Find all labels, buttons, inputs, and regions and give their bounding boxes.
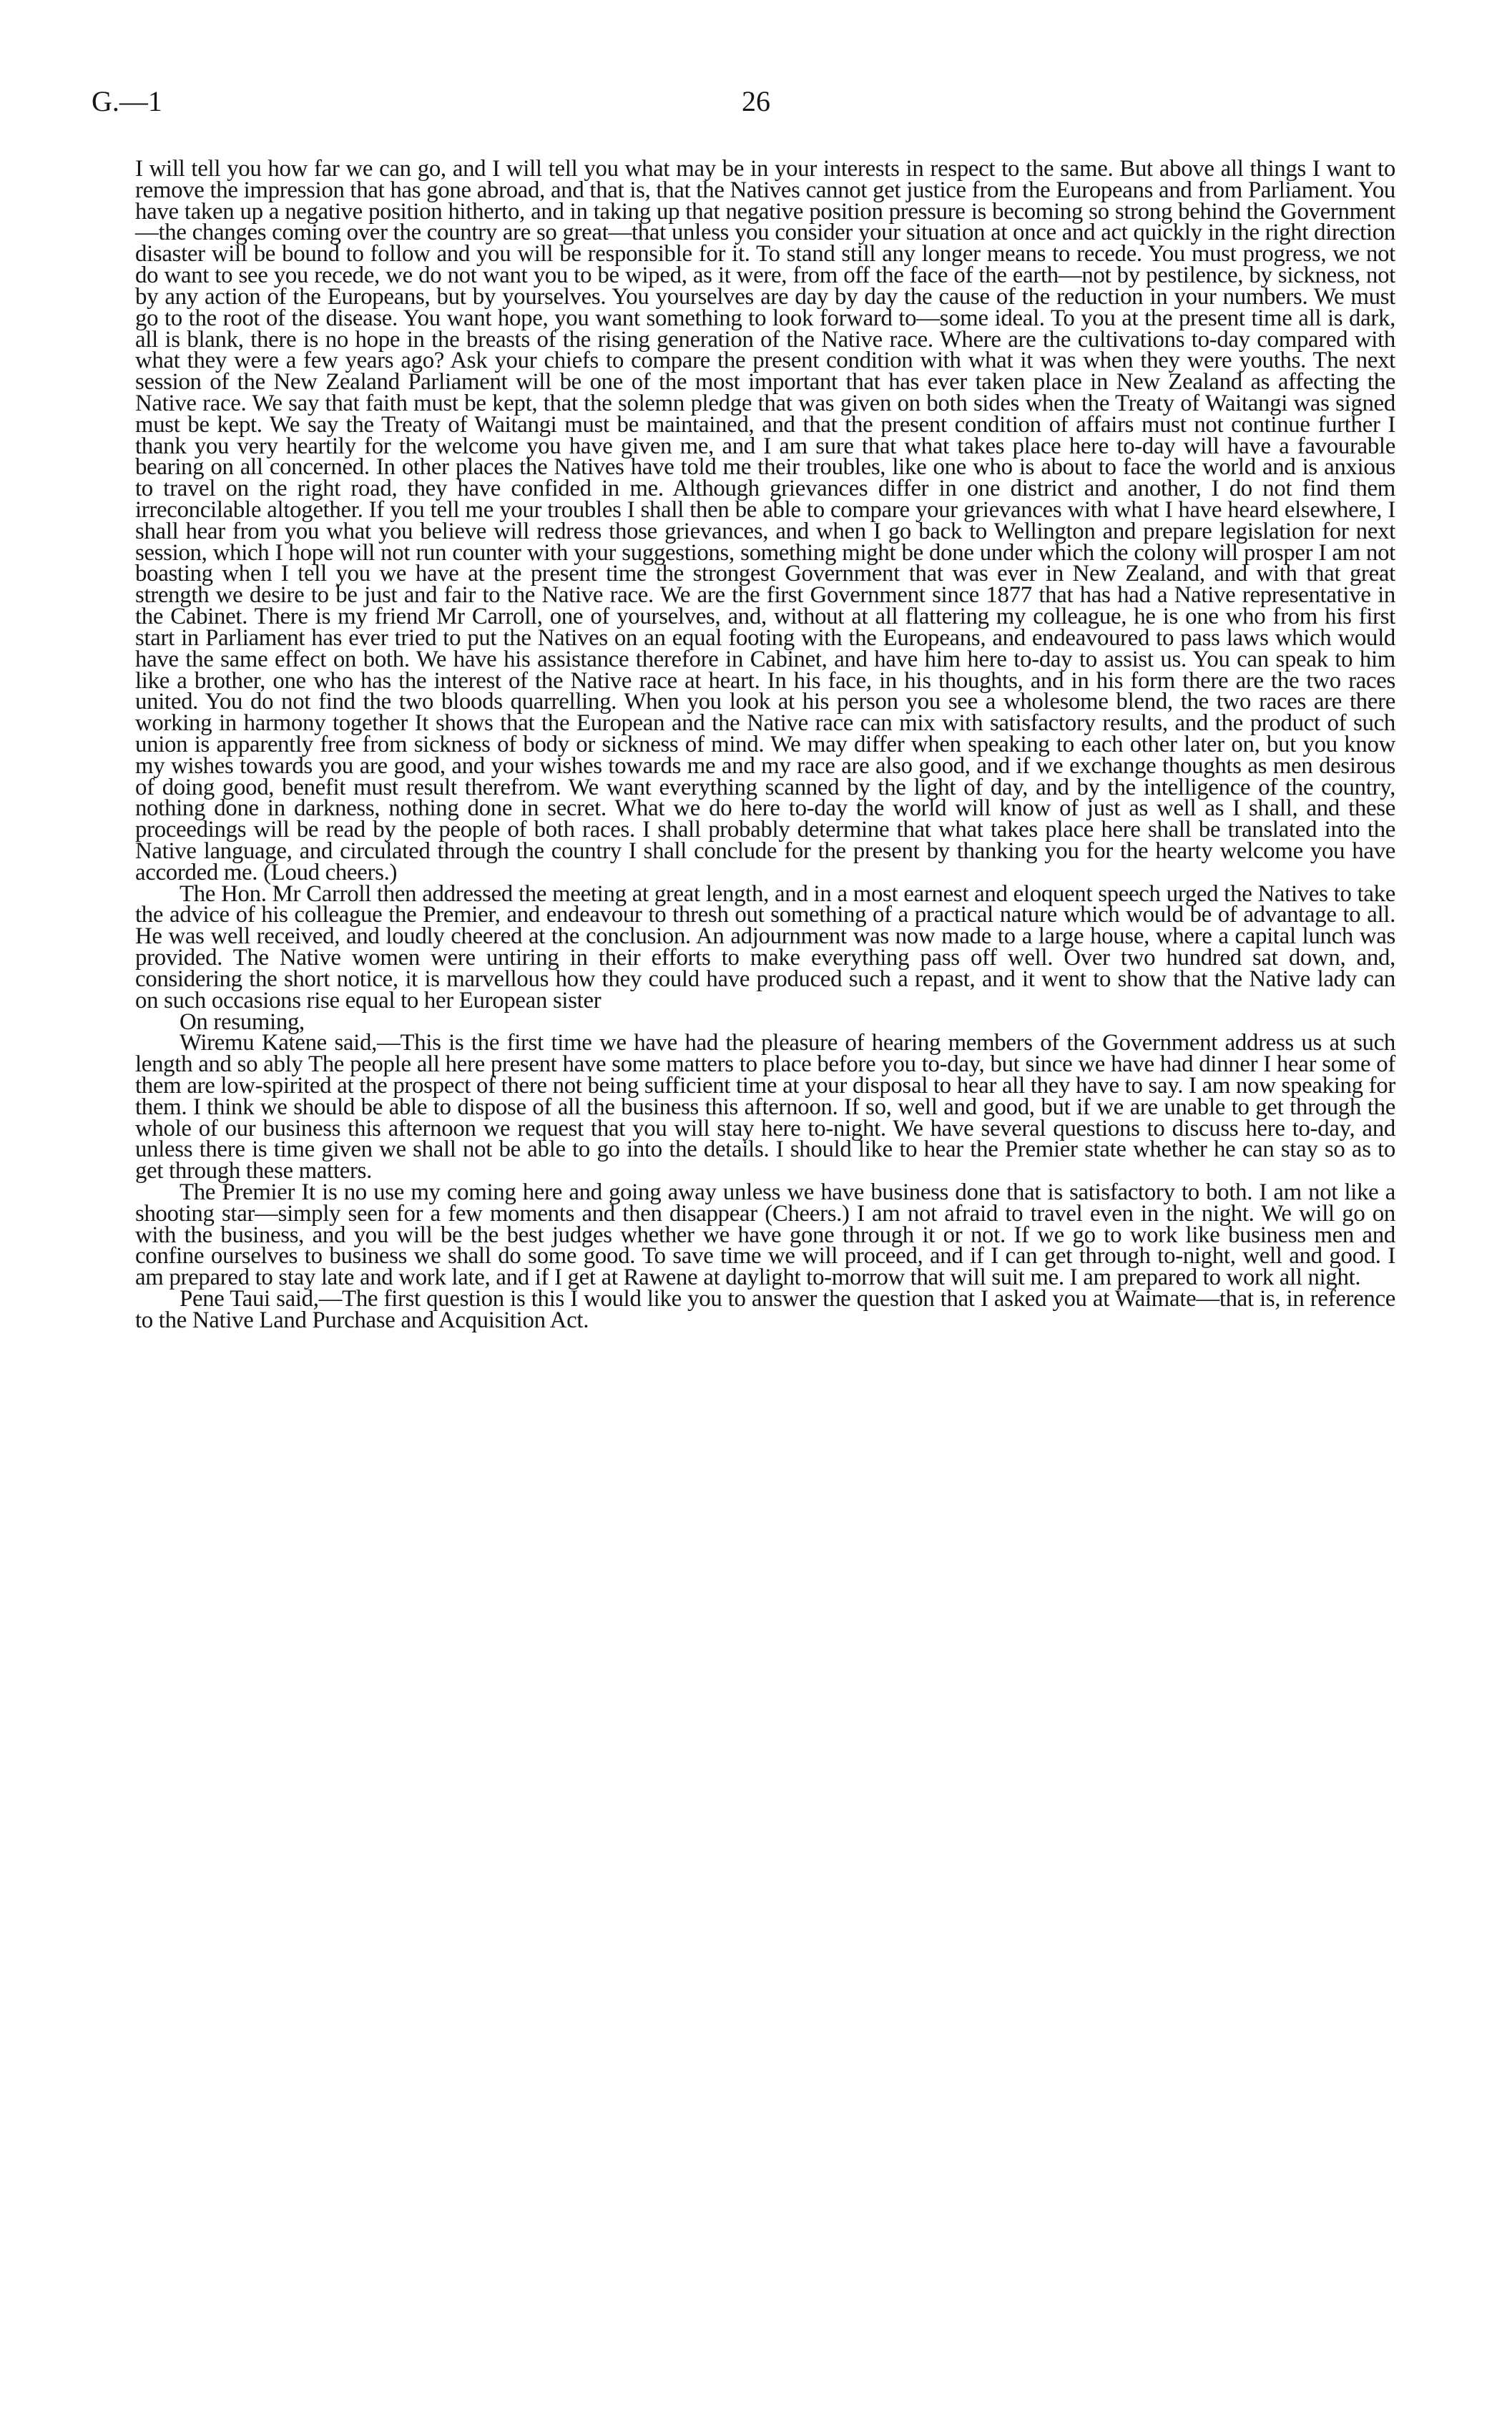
paragraph-premier-speech: I will tell you how far we can go, and I will tell you what may be in your interests in respect to the same. But above all things I want to remove the impression that has gone abroad, and that is, that the Natives cannot get justice from the Europeans and from Parliament. You have taken up a negative position hitherto, and in taking up that negative position pressure is becoming so strong behind the Government—the changes coming over the country are so great—that unless you consider your situation at once and act quickly in the right direction disaster will be bound to follow and you will be responsible for it. To stand still any longer means to recede. You must progress, we not do want to see you recede, we do not want you to be wiped, as it were, from off the face of the earth—not by pestilence, by sickness, not by any action of the Europeans, but by yourselves. You yourselves are day by day the cause of the reduction in your numbers. We must go to the root of the disease. You want hope, you want something to look forward to—some ideal. To you at the present time all is dark, all is blank, there is no hope in the breasts of the rising generation of the Native race. Where are the cultivations to-day compared with what they were a few years ago? Ask your chiefs to compare the present condition with what it was when they were youths. The next session of the New Zealand Parliament will be one of the most important that has ever taken place in New Zealand as affecting the Native race. We say that faith must be kept, that the solemn pledge that was given on both sides when the Treaty of Waitangi was signed must be kept. We say the Treaty of Waitangi must be maintained, and that the present condition of affairs must not continue further I thank you very heartily for the welcome you have given me, and I am sure that what takes place here to-day will have a favourable bearing on all concerned. In other places the Natives have told me their troubles, like one who is about to face the world and is anxious to travel on the right road, they have confided in me. Although grievances differ in one district and another, I do not find them irreconcilable altogether. If you tell me your troubles I shall then be able to compare your grievances with what I have heard elsewhere, I shall hear from you what you believe will redress those grievances, and when I go back to Wellington and prepare legislation for next session, which I hope will not run counter with your suggestions, something might be done under which the colony will prosper I am not boasting when I tell you we have at the present time the strongest Government that was ever in New Zealand, and with that great strength we desire to be just and fair to the Native race. We are the first Government since 1877 that has had a Native representative in the Cabinet. There is my friend Mr Carroll, one of yourselves, and, without at all flattering my colleague, he is one who from his first start in Parliament has ever tried to put the Natives on an equal footing with the Europeans, and endeavoured to pass laws which would have the same effect on both. We have his assistance therefore in Cabinet, and have him here to-day to assist us. You can speak to him like a brother, one who has the interest of the Native race at heart. In his face, in his thoughts, and in his form there are the two races united. You do not find the two bloods quarrelling. When you look at his person you see a wholesome blend, the two races are there working in harmony together It shows that the European and the Native race can mix with satisfactory results, and the product of such union is apparently free from sickness of body or sickness of mind. We may differ when speaking to each other later on, but you know my wishes towards you are good, and your wishes towards me and my race are also good, and if we exchange thoughts as men desirous of doing good, benefit must result therefrom. We want everything scanned by the light of day, and by the intelligence of the country, nothing done in darkness, nothing done in secret. What we do here to-day the world will know of just as well as I shall, and these proceedings will be read by the people of both races. I shall probably determine that what takes place here shall be translated into the Native language, and circulated through the country I shall conclude for the present by thanking you for the hearty welcome you have accorded me. (Loud cheers.) <box>135 156 1395 885</box>
paragraph-wiremu-katene: Wiremu Katene said,—This is the first time we have had the pleasure of hearing members of the Government address us at such length and so ably The people all here present have some matters to place before you to-day, but since we have had dinner I hear some of them are low-spirited at the prospect of there not being sufficient time at your disposal to hear all they have to say. I am now speaking for them. I think we should be able to dispose of all the business this afternoon. If so, well and good, but if we are unable to get through the whole of our business this afternoon we request that you will stay here to-night. We have several questions to discuss here to-day, and unless there is time given we shall not be able to go into the details. I should like to hear the Premier state whether he can stay so as to get through these matters. <box>135 1030 1395 1184</box>
paragraph-pene-taui: Pene Taui said,—The first question is this I would like you to answer the question that I asked you at Waimate—that is, in reference to the Native Land Purchase and Acquisition Act. <box>135 1286 1395 1333</box>
document-body <box>135 156 1395 1333</box>
page-header <box>92 84 1420 127</box>
page-number: 26 <box>742 85 770 117</box>
paragraph-carroll-address: The Hon. Mr Carroll then addressed the meeting at great length, and in a most earnest and eloquent speech urged the Natives to take the advice of his colleague the Premier, and endeavour to thresh out something of a practical nature which would be of advantage to all. He was well received, and loudly cheered at the conclusion. An adjournment was now made to a large house, where a capital lunch was provided. The Native women were untiring in their efforts to make everything pass off well. Over two hundred sat down, and, considering the short notice, it is marvellous how they could have produced such a repast, and it went to show that the Native lady can on such occasions rise equal to her European sister <box>135 880 1395 1013</box>
paragraph-premier-reply: The Premier It is no use my coming here and going away unless we have business done that is satisfactory to both. I am not like a shooting star—simply seen for a few moments and then disappear (Cheers.) I am not afraid to travel even in the night. We will go on with the business, and you will be the best judges whether we have gone through it or not. If we go to work like business men and confine ourselves to business we shall do some good. To save time we will proceed, and if I can get through to-night, well and good. I am prepared to stay late and work late, and if I get at Rawene at daylight to-morrow that will suit me. I am prepared to work all night. <box>135 1179 1395 1291</box>
paragraph-on-resuming: On resuming, <box>180 1008 305 1035</box>
document-reference: G.—1 <box>92 85 162 117</box>
